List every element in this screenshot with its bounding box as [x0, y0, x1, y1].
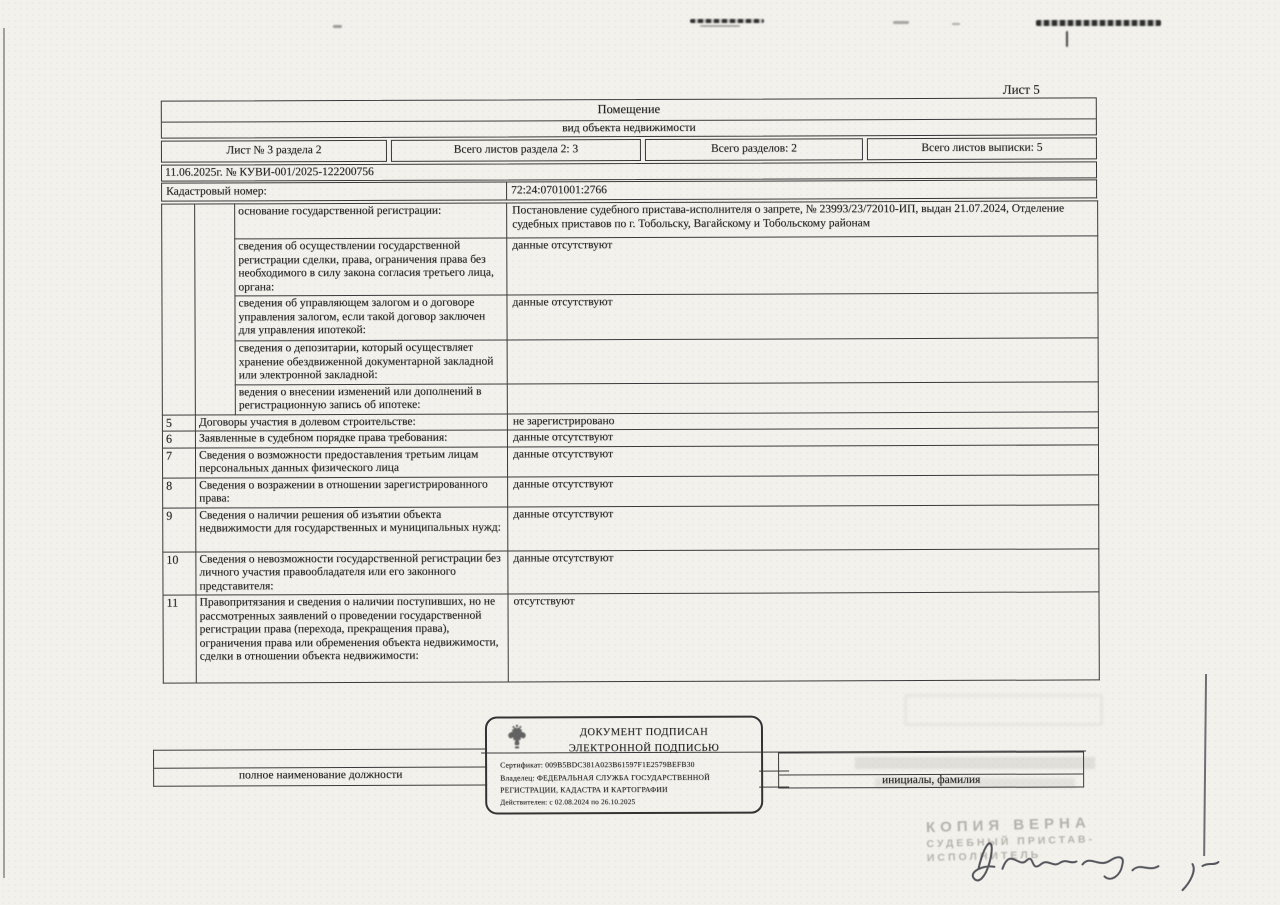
sheet-info-row [161, 137, 1097, 162]
cadastral-label: Кадастровый номер: [161, 181, 507, 201]
table-row [162, 381, 1098, 414]
row-label: Сведения о наличии решения об изъятии объекта недвижимости для государственных и муниципальных нужд: [196, 506, 508, 551]
row-label: сведения о депозитарии, который осуществляет хранение обездвиженной документарной закладной или электронной закладной: [235, 340, 507, 384]
initials-surname-box [778, 751, 1084, 788]
row-value [507, 381, 1098, 413]
copy-stamp-line1: КОПИЯ ВЕРНА [925, 814, 1091, 837]
row-number: 9 [163, 508, 196, 552]
row-value: Постановление судебного пристава-исполнителя о запрете, № 23993/23/72010-ИП, выдан 21.07.2024, Отделение судебных приставов по г. Тобольску, Вагайскому и Тобольскому районам [507, 201, 1098, 238]
row-label: ведения о внесении изменений или дополнений в регистрационную запись об ипотеке: [235, 383, 507, 414]
object-type-box [161, 97, 1097, 138]
sheet-number-label: Лист 5 [1002, 81, 1040, 97]
row-label: Сведения о возражении в отношении зарегистрированного права: [196, 476, 508, 507]
row-value: данные отсутствуют [507, 428, 1098, 447]
row-number: 7 [162, 448, 195, 478]
table-row [162, 293, 1098, 341]
row-number: 8 [163, 478, 196, 508]
row-number [162, 204, 196, 415]
copy-stamp-line3: ИСПОЛНИТЕЛЬ [926, 848, 1042, 865]
row-number: 5 [162, 415, 195, 432]
sheet-info-cell: Лист № 3 раздела 2 [161, 140, 387, 163]
position-title-box [153, 749, 487, 787]
row-number: 10 [163, 552, 196, 596]
row-label: Сведения о возможности предоставления третьим лицам персональных данных физического лица [195, 446, 507, 477]
row-value [507, 338, 1098, 384]
row-label: Договоры участия в долевом строительстве: [195, 413, 507, 431]
stamp-certificate: Сертификат: 009B5BDC381A023B61597F1E2579BEFB30 [500, 759, 695, 770]
table-row [163, 504, 1099, 551]
stamp-title-line2: ЭЛЕКТРОННОЙ ПОДПИСЬЮ [568, 742, 720, 755]
row-label: Заявленные в судебном порядке права требования: [195, 430, 507, 448]
row-value: данные отсутствуют [507, 293, 1098, 340]
row-label: Правопритязания и сведения о наличии поступивших, но не рассмотренных заявлений о проведении государственной регистрации права (перехода, прекращения права), ограничения права или обременения объекта недвижимости, сделки в отношении объекта недвижимости: [196, 594, 508, 683]
stamp-title-line1: ДОКУМЕНТ ПОДПИСАН [579, 726, 709, 739]
initials-surname-caption: инициалы, фамилия [881, 773, 981, 787]
table-row [162, 201, 1098, 239]
stamp-owner-line1: Владелец: ФЕДЕРАЛЬНАЯ СЛУЖБА ГОСУДАРСТВЕННОЙ [500, 772, 710, 783]
cadastral-value: 72:24:0701001:2766 [507, 179, 1097, 200]
electronic-signature-stamp [485, 716, 763, 815]
register-data-table [161, 200, 1100, 683]
table-row [162, 444, 1098, 477]
row-value: данные отсутствуют [507, 444, 1098, 476]
row-value: данные отсутствуют [507, 236, 1098, 295]
object-type: Помещение [162, 98, 1096, 122]
sheet-info-cell: Всего листов выписки: 5 [867, 137, 1097, 160]
row-label: сведения об осуществлении государственной регистрации сделки, права, ограничения права без необходимого в силу закона согласия третьего лица, органа: [235, 238, 507, 296]
copy-stamp-line2: СУДЕБНЫЙ ПРИСТАВ- [926, 833, 1096, 851]
handwritten-signature [956, 826, 1236, 897]
table-row [162, 338, 1098, 385]
position-title-caption: полное наименование должности [238, 768, 403, 782]
row-label: Сведения о невозможности государственной регистрации без личного участия правообладателя или его законного представителя: [196, 550, 508, 595]
row-value: данные отсутствуют [508, 504, 1099, 550]
stamp-validity: Действителен: с 02.08.2024 по 26.10.2025 [500, 798, 636, 807]
stamp-owner-line2: РЕГИСТРАЦИИ, КАДАСТРА И КАРТОГРАФИИ [500, 784, 668, 795]
sheet-info-cell: Всего разделов: 2 [645, 138, 863, 161]
table-row [163, 548, 1099, 595]
row-value: не зарегистрировано [507, 411, 1098, 430]
row-value: данные отсутствуют [508, 548, 1099, 594]
extract-date-number: 11.06.2025г. № КУВИ-001/2025-122200756 [161, 161, 1097, 181]
table-row [162, 236, 1098, 296]
cadastral-row [161, 179, 1097, 201]
row-number: 11 [163, 595, 196, 683]
sheet-info-cell: Всего листов раздела 2: 3 [391, 139, 641, 162]
table-row [163, 474, 1099, 507]
coat-of-arms-icon [505, 723, 529, 749]
row-value: отсутствуют [508, 592, 1099, 682]
table-row [163, 592, 1099, 683]
row-number: 6 [162, 431, 195, 448]
row-label: основание государственной регистрации: [235, 203, 507, 239]
row-value: данные отсутствуют [508, 474, 1099, 506]
object-type-caption: вид объекта недвижимости [562, 121, 696, 135]
row-spacer [195, 204, 236, 415]
row-label: сведения об управляющем залогом и о договоре управления залогом, если такой договор заключен для управления ипотекой: [235, 295, 507, 341]
